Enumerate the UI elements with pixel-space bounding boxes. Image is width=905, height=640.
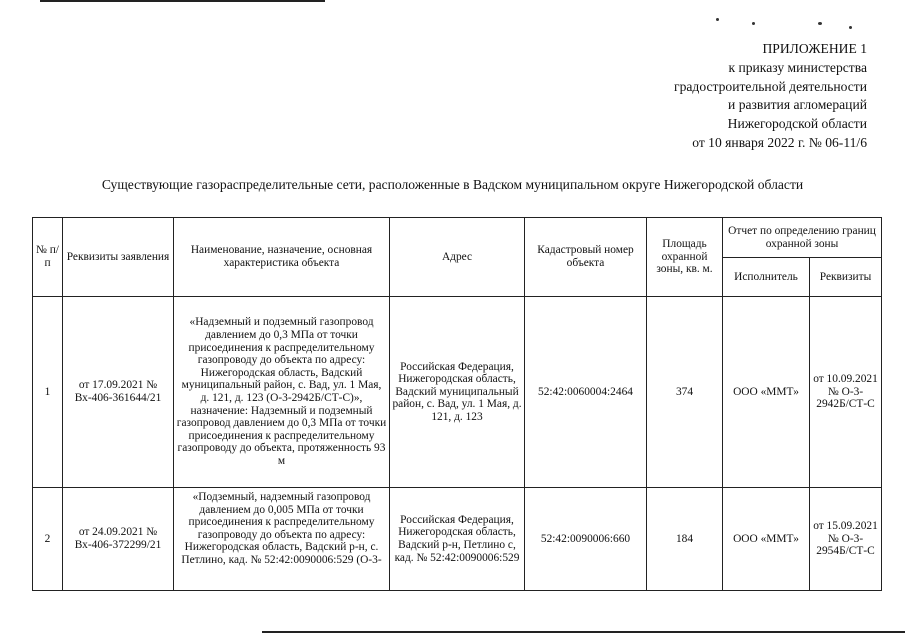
header-address: Адрес (390, 218, 525, 297)
scan-artifact-top-line (40, 0, 325, 2)
appendix-header (567, 40, 867, 153)
scan-artifact-speck (752, 22, 755, 25)
scan-artifact-bottom-line (262, 631, 905, 633)
cell-num: 1 (33, 297, 63, 488)
appendix-line: от 10 января 2022 г. № 06-11/6 (692, 134, 867, 150)
header-num: № п/п (33, 218, 63, 297)
gas-network-table (32, 217, 882, 591)
cell-object: «Подземный, надземный газопровод давлением до 0,005 МПа от точки присоединения к распределительному газопроводу до объекта по адресу: Нижегородская область, Вадский р-н, с. Петлино, кад. № 52:42:0090006:529 (О-3- (174, 488, 390, 591)
cell-request: от 17.09.2021 № Вх-406-361644/21 (63, 297, 174, 488)
table-header-row (33, 218, 882, 258)
header-cadastral: Кадастровый номер объекта (525, 218, 647, 297)
table-row (33, 297, 882, 488)
cell-requisites: от 10.09.2021 № О-3-2942Б/СТ-С (810, 297, 882, 488)
cell-executor: ООО «ММТ» (723, 488, 810, 591)
scan-artifact-speck (716, 18, 719, 21)
appendix-line: и развития агломераций (728, 97, 867, 113)
appendix-line: ПРИЛОЖЕНИЕ 1 (762, 41, 867, 56)
table-row (33, 488, 882, 591)
cell-area: 374 (647, 297, 723, 488)
appendix-line: градостроительной деятельности (674, 78, 867, 94)
header-area: Площадь охранной зоны, кв. м. (647, 218, 723, 297)
cell-object: «Надземный и подземный газопровод давлением до 0,3 МПа от точки присоединения к распределительному газопроводу до объекта по адресу: Нижегородская область, Вадский муниципальный район, с. Вад, ул. 1 Мая, д. 121, д. 123 (О-3-2942Б/СТ-С)», назначение: Надземный и подземный газопровод давлением до 0,3 МПа от точки присоединения к распределительному газопроводу до объекта, протяженность 93 м (174, 297, 390, 488)
cell-area: 184 (647, 488, 723, 591)
header-requisites: Реквизиты (810, 258, 882, 297)
cell-num: 2 (33, 488, 63, 591)
appendix-line: Нижегородской области (727, 116, 867, 132)
cell-address: Российская Федерация, Нижегородская область, Вадский р-н, Петлино с, кад. № 52:42:0090006:529 (390, 488, 525, 591)
header-request: Реквизиты заявления (63, 218, 174, 297)
appendix-line: к приказу министерства (728, 59, 867, 75)
cell-cadastral: 52:42:0090006:660 (525, 488, 647, 591)
scan-artifact-speck (849, 26, 852, 29)
cell-requisites: от 15.09.2021 № О-3-2954Б/СТ-С (810, 488, 882, 591)
document-title: Существующие газораспределительные сети, расположенные в Вадском муниципальном округе Нижегородской области (101, 177, 804, 192)
header-executor: Исполнитель (723, 258, 810, 297)
cell-executor: ООО «ММТ» (723, 297, 810, 488)
header-report-group: Отчет по определению границ охранной зоны (723, 218, 882, 258)
scan-artifact-speck (818, 22, 822, 25)
cell-request: от 24.09.2021 № Вх-406-372299/21 (63, 488, 174, 591)
header-object: Наименование, назначение, основная характеристика объекта (174, 218, 390, 297)
cell-address: Российская Федерация, Нижегородская область, Вадский муниципальный район, с. Вад, ул. 1 Мая, д. 121, д. 123 (390, 297, 525, 488)
cell-cadastral: 52:42:0060004:2464 (525, 297, 647, 488)
